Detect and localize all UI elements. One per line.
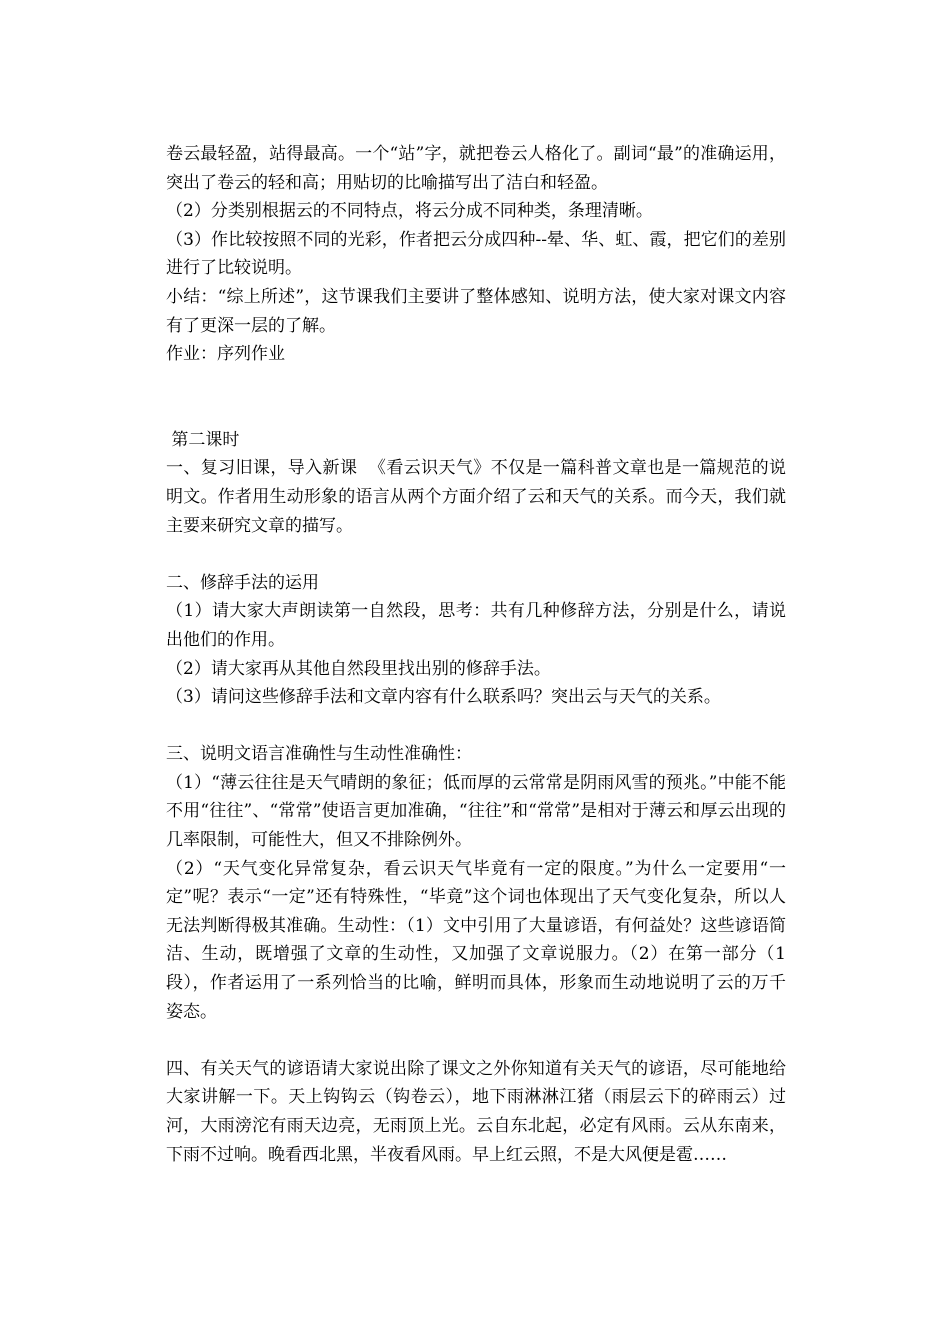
paragraph-summary: 小结：“综上所述”，这节课我们主要讲了整体感知、说明方法，使大家对课文内容有了更深一层的了解。 <box>166 286 786 336</box>
paragraph-comparison: （3）作比较按照不同的光彩，作者把云分成四种--晕、华、虹、霞，把它们的差别进行了比较说明。 <box>166 229 786 279</box>
rhetoric-item-1: （1）请大家大声朗读第一自然段，思考：共有几种修辞方法，分别是什么，请说出他们的作用。 <box>166 601 786 650</box>
spacer <box>166 540 786 569</box>
rhetoric-item-3: （3）请问这些修辞手法和文章内容有什么联系吗？突出云与天气的关系。 <box>166 687 721 708</box>
spacer <box>166 369 786 426</box>
section-rhetoric-heading: 二、修辞手法的运用 <box>166 572 319 593</box>
section-proverbs: 四、有关天气的谚语请大家说出除了课文之外你知道有关天气的谚语，尽可能地给大家讲解一下。天上钩钩云（钩卷云），地下雨淋淋江猪（雨层云下的碎雨云）过河，大雨滂沱有雨天边亮，无雨顶上光。云自东北起，必定有风雨。云从东南来，下雨不过响。晚看西北黑，半夜看风雨。早上红云照，不是大风便是雹…… <box>166 1058 786 1165</box>
spacer <box>166 712 786 741</box>
document-body <box>166 140 786 1169</box>
paragraph-classification: （2）分类别根据云的不同特点，将云分成不同种类，条理清晰。 <box>166 201 653 222</box>
section-review-intro: 一、复习旧课，导入新课 《看云识天气》不仅是一篇科普文章也是一篇规范的说明文。作者用生动形象的语言从两个方面介绍了云和天气的关系。而今天，我们就主要来研究文章的描写。 <box>166 458 786 536</box>
spacer <box>166 1026 786 1055</box>
paragraph-cirrus-description: 卷云最轻盈，站得最高。一个“站”字，就把卷云人格化了。副词“最”的准确运用，突出了卷云的轻和高；用贴切的比喻描写出了洁白和轻盈。 <box>166 144 786 193</box>
language-item-1: （1）“薄云往往是天气晴朗的象征；低而厚的云常常是阴雨风雪的预兆。”中能不能不用“往往”、“常常”使语言更加准确，“往往”和“常常”是相对于薄云和厚云出现的几率限制，可能性大，但又不排除例外。 <box>166 772 786 851</box>
rhetoric-item-2: （2）请大家再从其他自然段里找出别的修辞手法。 <box>166 658 551 679</box>
paragraph-homework: 作业：序列作业 <box>166 344 285 365</box>
language-item-2: （2）“天气变化异常复杂，看云识天气毕竟有一定的限度。”为什么一定要用“一定”呢？表示“一定”还有特殊性，“毕竟”这个词也体现出了天气变化复杂，所以人无法判断得极其准确。生动性：（1）文中引用了大量谚语，有何益处？这些谚语简洁、生动，既增强了文章的生动性，又加强了文章说服力。（2）在第一部分（1段），作者运用了一系列恰当的比喻，鲜明而具体，形象而生动地说明了云的万千姿态。 <box>166 858 786 1022</box>
lesson-two-heading: 第二课时 <box>166 429 240 450</box>
section-language-heading: 三、说明文语言准确性与生动性准确性： <box>166 744 472 765</box>
